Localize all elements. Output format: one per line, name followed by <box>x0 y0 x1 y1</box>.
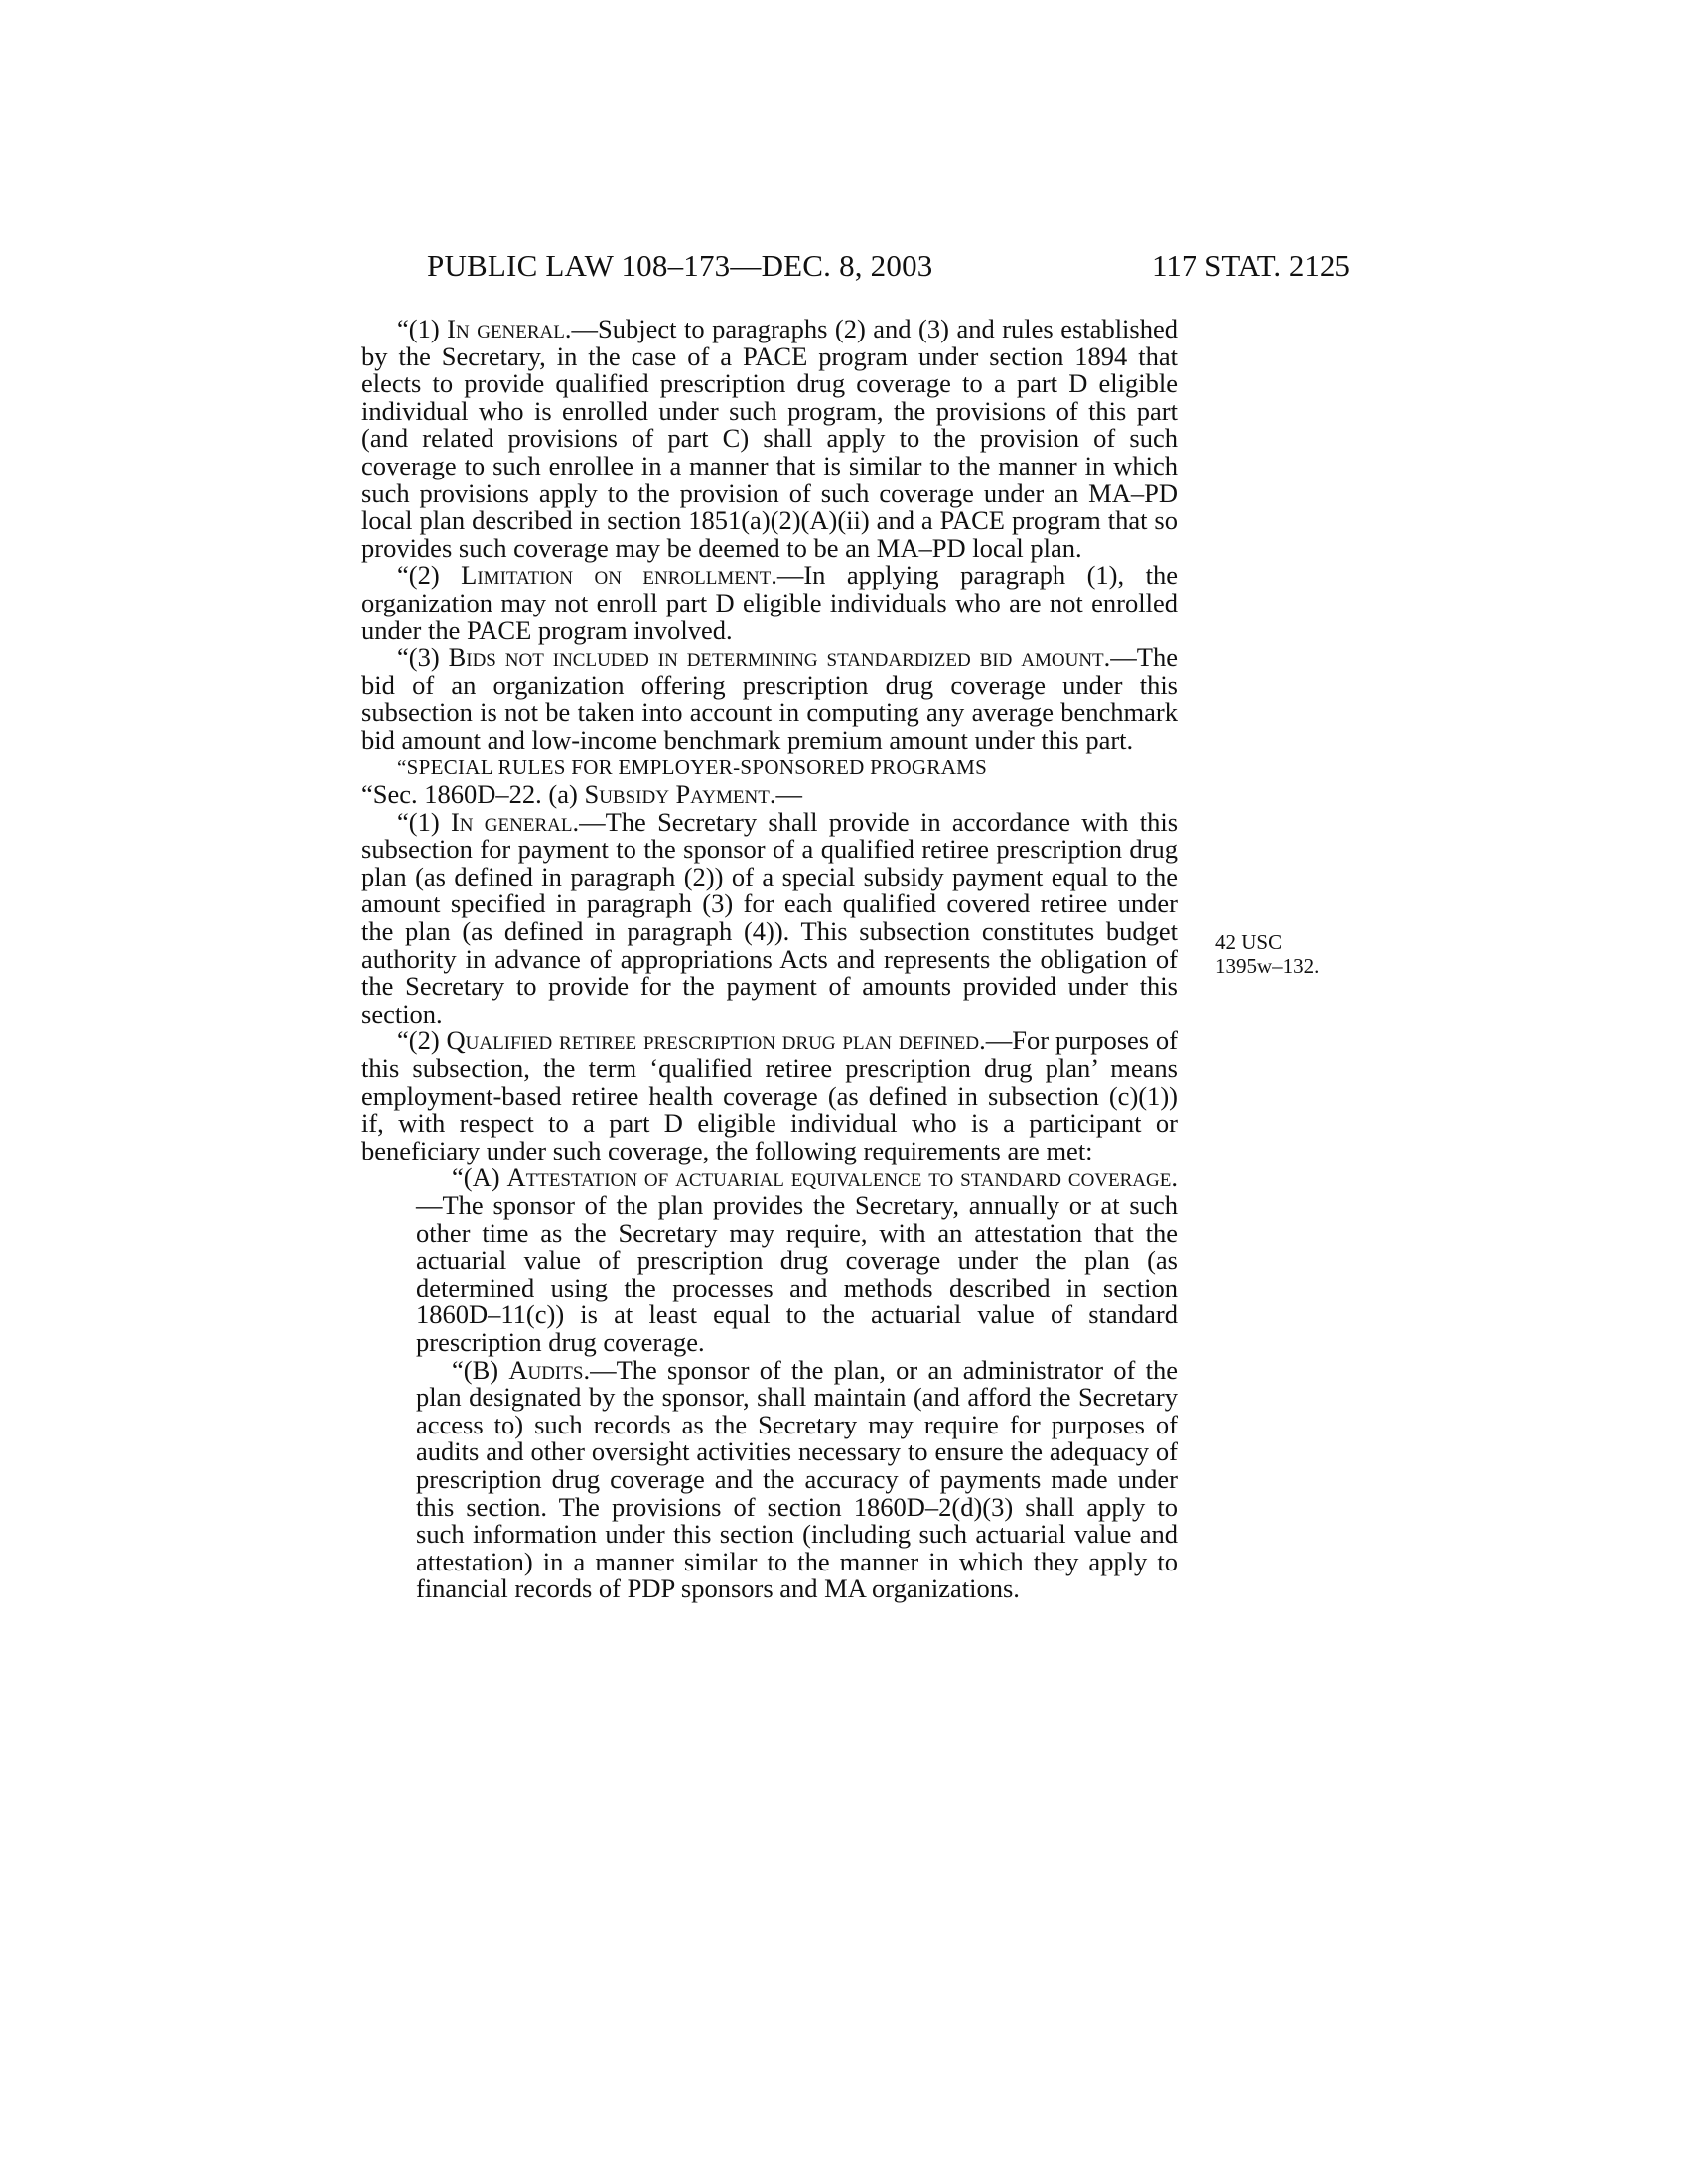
page-folio: 117 STAT. 2125 <box>1152 248 1350 283</box>
statute-body <box>361 316 1178 1603</box>
subparagraph-a-attestation <box>416 1164 1178 1356</box>
subsection-a-paragraph-2 <box>361 1027 1178 1164</box>
paragraph-number: “(1) <box>397 806 451 837</box>
page-header <box>0 248 1688 288</box>
paragraph-text: .—Subject to paragraphs (2) and (3) and rules established by the Secretary, in the case of a PACE program under section 1894 that elects to provide qualified prescription drug coverage to a part D eligible individual who is enrolled under such program, the provisions of this part (and related provisions of part C) shall apply to the provision of such coverage to such enrollee in a manner that is similar to the manner in which such provisions apply to the provision of such coverage under an MA–PD local plan described in section 1851(a)(2)(A)(ii) and a PACE program that so provides such coverage may be deemed to be an MA–PD local plan. <box>361 314 1178 563</box>
subparagraph-number: “(B) <box>452 1354 509 1385</box>
section-heading: “SPECIAL RULES FOR EMPLOYER-SPONSORED PROGRAMS <box>397 754 988 779</box>
paragraph-heading: In general <box>447 314 565 343</box>
margin-note-line-2: 1395w–132. <box>1215 954 1320 978</box>
paragraph-1-in-general <box>361 316 1178 562</box>
subsection-heading: Subsidy Payment <box>584 779 770 810</box>
subparagraph-text: .—The sponsor of the plan, or an administrator of the plan designated by the sponsor, shall maintain (and afford the Secretary access to) such records as the Secretary may require for purposes of audits and other oversight activities necessary to ensure the adequacy of prescription drug coverage and the accuracy of payments made under this section. The provisions of section 1860D–2(d)(3) shall apply to such information under this section (including such actuarial value and attestation) in a manner similar to the manner in which they apply to financial records of PDP sponsors and MA organizations. <box>416 1354 1178 1604</box>
paragraph-3-bids <box>361 644 1178 753</box>
paragraph-text: .—The Secretary shall provide in accordance with this subsection for payment to the sponsor of a qualified retiree prescription drug plan (as defined in paragraph (2)) of a special subsidy payment equal to the amount specified in paragraph (3) for each qualified covered retiree under the plan (as defined in paragraph (4)). This subsection constitutes budget authority in advance of appropriations Acts and represents the obligation of the Secretary to provide for the payment of amounts provided under this section. <box>361 806 1179 1028</box>
subparagraph-text: .—The sponsor of the plan provides the Secretary, annually or at such other time as the Secretary may require, with an attestation that the actuarial value of prescription drug coverage under the plan (as determined using the processes and methods described in section 1860D–11(c)) is at least equal to the actuarial value of standard prescription drug coverage. <box>416 1162 1178 1357</box>
heading-dash: .— <box>769 779 802 810</box>
paragraph-heading: In general <box>450 806 573 837</box>
paragraph-heading: Limitation on enrollment <box>461 560 772 591</box>
subsection-a-paragraph-1 <box>361 806 1179 1028</box>
paragraph-2-limitation <box>361 562 1178 644</box>
section-prefix: “Sec <box>361 779 412 810</box>
subparagraph-heading: Audits <box>508 1354 584 1385</box>
margin-note-line-1: 42 USC <box>1215 930 1283 954</box>
paragraph-number: “(1) <box>397 314 448 343</box>
paragraph-number: “(2) <box>397 1025 447 1056</box>
section-number: . 1860D–22. (a) <box>411 779 585 810</box>
paragraph-number: “(2) <box>397 560 462 591</box>
section-1860d-22-line <box>361 781 1178 809</box>
paragraph-number: “(3) <box>397 642 449 673</box>
margin-citation-note <box>1215 930 1319 978</box>
paragraph-text: .—The bid of an organization offering prescription drug coverage under this subsection is not be taken into account in computing any average benchmark bid amount and low-income benchmark premium amount under this part. <box>361 642 1178 754</box>
subparagraph-heading: Attestation of actuarial equivalence to standard coverage <box>506 1162 1172 1193</box>
running-head: PUBLIC LAW 108–173—DEC. 8, 2003 <box>427 248 933 283</box>
paragraph-heading: Bids not included in determining standardized bid amount <box>448 642 1104 673</box>
paragraph-text: .—For purposes of this subsection, the term ‘qualified retiree prescription drug plan’ means employment-based retiree health coverage (as defined in subsection (c)(1)) if, with respect to a part D eligible individual who is a participant or beneficiary under such coverage, the following requirements are met: <box>361 1025 1178 1165</box>
paragraph-text: .—In applying paragraph (1), the organization may not enroll part D eligible individuals who are not enrolled under the PACE program involved. <box>361 560 1178 645</box>
subparagraph-b-audits <box>416 1354 1178 1604</box>
paragraph-heading: Qualified retiree prescription drug plan defined <box>446 1025 980 1056</box>
subparagraph-number: “(A) <box>452 1162 507 1193</box>
